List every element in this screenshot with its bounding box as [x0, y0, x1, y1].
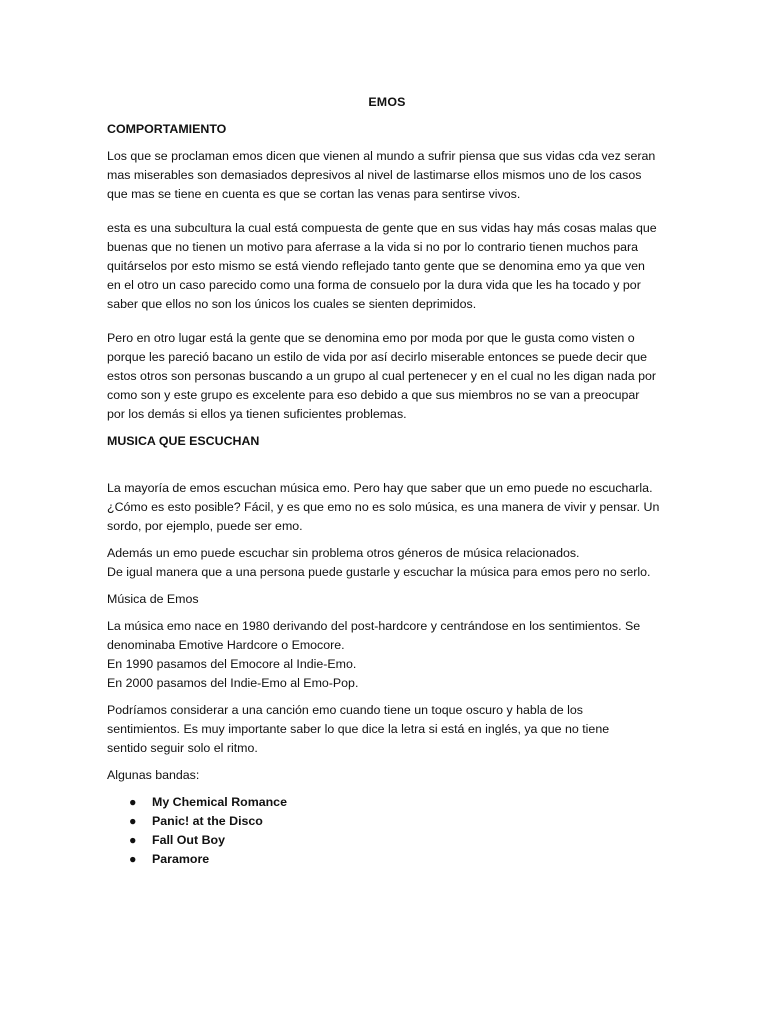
paragraph	[107, 544, 667, 582]
text-line: sordo, por ejemplo, puede ser emo.	[107, 519, 303, 533]
paragraph	[107, 617, 667, 693]
document-page	[107, 93, 667, 869]
bullet-icon: ●	[129, 852, 137, 866]
text-line: ¿Cómo es esto posible? Fácil, y es que emo no es solo música, es una manera de vivir y pensar. Un	[107, 500, 660, 514]
section-heading-comportamiento: COMPORTAMIENTO	[107, 122, 227, 136]
text-line: De igual manera que a una persona puede gustarle y escuchar la música para emos pero no serlo.	[107, 565, 651, 579]
band-name: My Chemical Romance	[152, 795, 287, 809]
text-line: esta es una subcultura la cual está compuesta de gente que en sus vidas hay más cosas malas que	[107, 221, 657, 235]
text-line: Podríamos considerar a una canción emo cuando tiene un toque oscuro y habla de los	[107, 703, 583, 717]
bullet-icon: ●	[129, 795, 137, 809]
text-line: En 2000 pasamos del Indie-Emo al Emo-Pop.	[107, 676, 359, 690]
text-line: porque les pareció bacano un estilo de vida por así decirlo miserable entonces se puede decir que	[107, 350, 648, 364]
paragraph	[107, 329, 667, 424]
band-name: Fall Out Boy	[152, 833, 225, 847]
section-heading-musica: MUSICA QUE ESCUCHAN	[107, 434, 260, 448]
list-item	[107, 850, 667, 869]
bullet-icon: ●	[129, 833, 137, 847]
bullet-icon: ●	[129, 814, 137, 828]
text-line: La música emo nace en 1980 derivando del post-hardcore y centrándose en los sentimientos. Se	[107, 619, 641, 633]
paragraph	[107, 479, 667, 536]
paragraph	[107, 701, 667, 758]
text-line: buenas que no tienen un motivo para aferrase a la vida si no por lo contrario tienen muchos para	[107, 240, 639, 254]
paragraph	[107, 219, 667, 314]
text-line: que mas se tiene en cuenta es que se cortan las venas para sentirse vivos.	[107, 187, 521, 201]
paragraph	[107, 147, 667, 204]
bands-intro: Algunas bandas:	[107, 768, 200, 782]
document-title: EMOS	[368, 95, 406, 109]
text-line: quitárselos por esto mismo se está viendo reflejado tanto gente que se denomina emo ya que ven	[107, 259, 645, 273]
text-line: sentimientos. Es muy importante saber lo que dice la letra si está en inglés, ya que no tiene	[107, 722, 610, 736]
subsection-title: Música de Emos	[107, 592, 199, 606]
text-line: mas miserables son demasiados depresivos al nivel de lastimarse ellos mismos uno de los casos	[107, 168, 642, 182]
text-line: en el otro un caso parecido como una forma de consuelo por la dura vida que les ha tocado y por	[107, 278, 641, 292]
band-list	[107, 793, 667, 869]
list-item	[107, 831, 667, 850]
text-line: Además un emo puede escuchar sin problema otros géneros de música relacionados.	[107, 546, 580, 560]
band-name: Panic! at the Disco	[152, 814, 263, 828]
text-line: La mayoría de emos escuchan música emo. Pero hay que saber que un emo puede no escucharla.	[107, 481, 653, 495]
text-line: por los demás si ellos ya tienen suficientes problemas.	[107, 407, 407, 421]
text-line: saber que ellos no son los únicos los cuales se sienten deprimidos.	[107, 297, 477, 311]
list-item	[107, 812, 667, 831]
text-line: En 1990 pasamos del Emocore al Indie-Emo.	[107, 657, 357, 671]
text-line: Los que se proclaman emos dicen que vienen al mundo a sufrir piensa que sus vidas cda vez seran	[107, 149, 656, 163]
text-line: sentido seguir solo el ritmo.	[107, 741, 258, 755]
text-line: como son y este grupo es excelente para eso debido a que sus miembros no se van a preocupar	[107, 388, 640, 402]
text-line: Pero en otro lugar está la gente que se denomina emo por moda por que le gusta como visten o	[107, 331, 635, 345]
list-item	[107, 793, 667, 812]
text-line: denominaba Emotive Hardcore o Emocore.	[107, 638, 345, 652]
band-name: Paramore	[152, 852, 210, 866]
text-line: estos otros son personas buscando a un grupo al cual pertenecer y en el cual no les digan nada por	[107, 369, 656, 383]
